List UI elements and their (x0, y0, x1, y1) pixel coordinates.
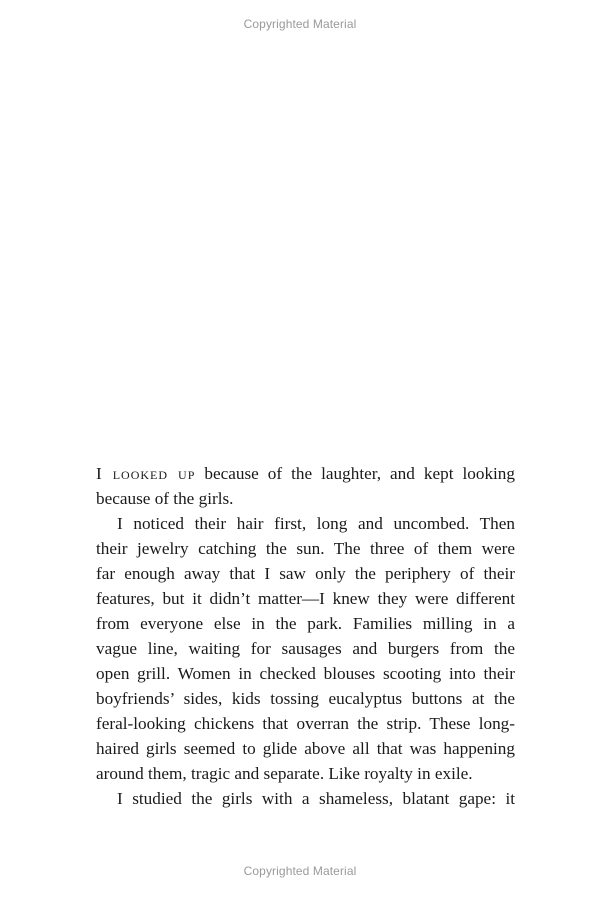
text-line: far enough away that I saw only the periphery of their (96, 564, 515, 583)
text-line-content: because of the laughter, and kept looking (195, 464, 515, 483)
text-line: their jewelry catching the sun. The three of them were (96, 539, 515, 558)
text-line: haired girls seemed to glide above all that was happening (96, 739, 515, 758)
text-line: features, but it didn’t matter—I knew they were different (96, 589, 515, 608)
text-line (96, 461, 515, 486)
text-line: feral-looking chickens that overran the strip. These long- (96, 714, 515, 733)
text-line: open grill. Women in checked blouses scooting into their (96, 664, 515, 683)
copyright-watermark-top: Copyrighted Material (243, 17, 357, 31)
text-line: vague line, waiting for sausages and burgers from the (96, 639, 515, 658)
opening-lead: I looked up (96, 464, 196, 483)
text-line: around them, tragic and separate. Like royalty in exile. (96, 764, 473, 783)
text-line: I noticed their hair first, long and uncombed. Then (117, 514, 515, 533)
copyright-watermark-bottom: Copyrighted Material (243, 864, 357, 878)
text-line: I studied the girls with a shameless, blatant gape: it (117, 789, 515, 808)
body-text (96, 461, 515, 811)
text-line: boyfriends’ sides, kids tossing eucalyptus buttons at the (96, 689, 515, 708)
text-line: because of the girls. (96, 489, 234, 508)
text-line: from everyone else in the park. Families milling in a (96, 614, 515, 633)
